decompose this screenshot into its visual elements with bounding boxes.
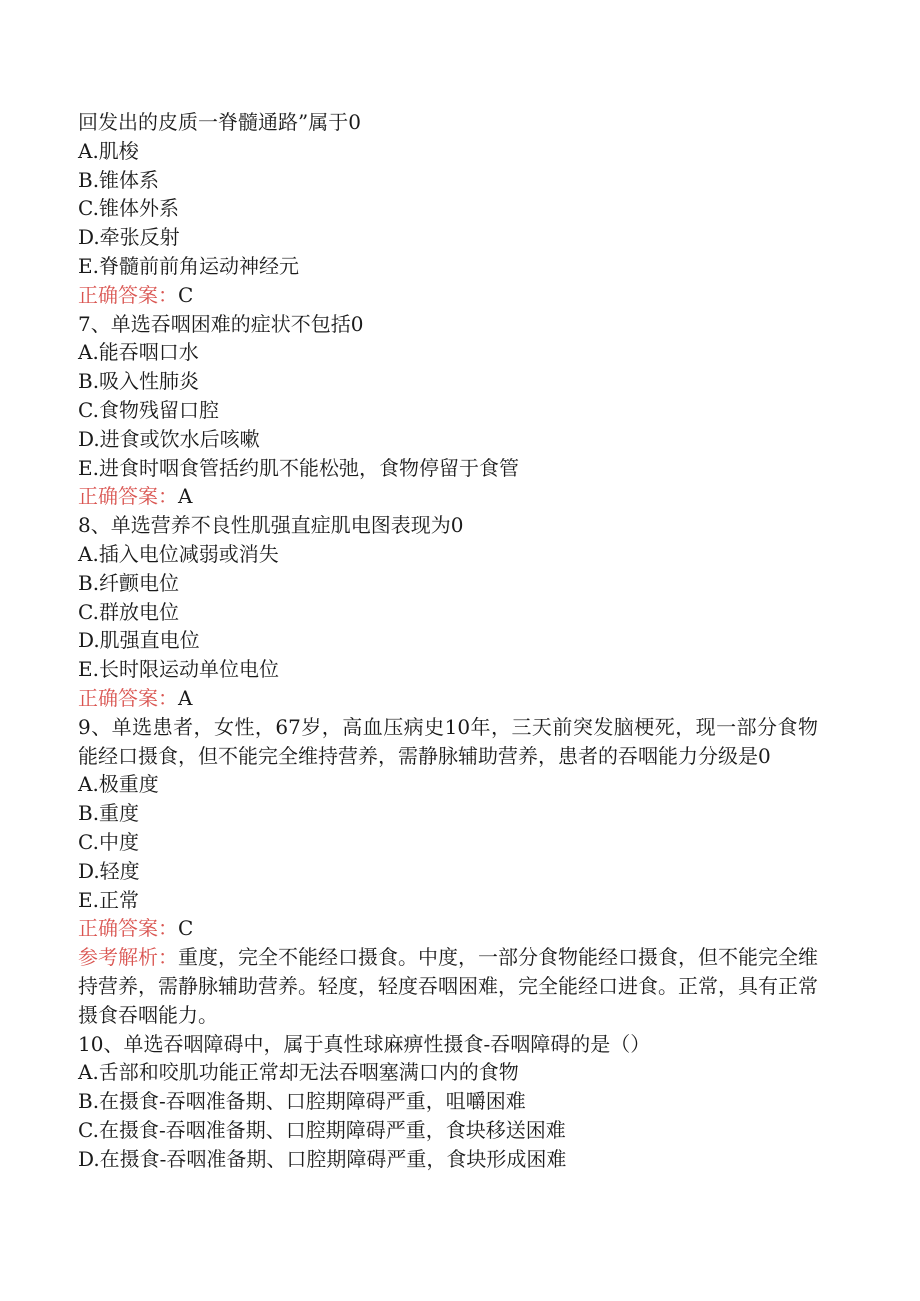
answer-line <box>78 914 818 943</box>
question-stem: 回发出的皮质一脊髓通路”属于0 <box>78 110 361 134</box>
answer-value: A <box>178 484 193 509</box>
answer-value: A <box>178 685 193 710</box>
option-e: E.脊髓前前角运动神经元 <box>78 253 299 278</box>
question-6 <box>78 108 818 310</box>
answer-value: C <box>178 916 194 941</box>
answer-line <box>78 684 818 713</box>
option-e: E.进食时咽食管括约肌不能松弛，食物停留于食管 <box>78 455 519 480</box>
answer-label: 正确答案： <box>78 484 178 509</box>
option-d: D.在摄食-吞咽准备期、口腔期障碍严重，食块形成困难 <box>78 1146 567 1171</box>
option-a: A.舌部和咬肌功能正常却无法吞咽塞满口内的食物 <box>78 1060 519 1085</box>
question-stem: 9、单选患者，女性，67岁，高血压病史10年，三天前突发脑梗死，现一部分食物能经口摄食，但不能完全维持营养，需静脉辅助营养，患者的吞咽能力分级是0 <box>78 714 818 768</box>
question-stem: 7、单选吞咽困难的症状不包括0 <box>78 311 364 336</box>
option-a: A.肌梭 <box>78 138 139 163</box>
analysis-label: 参考解析： <box>78 945 178 970</box>
question-stem: 10、单选吞咽障碍中，属于真性球麻痹性摄食-吞咽障碍的是（） <box>78 1031 651 1056</box>
question-8 <box>78 511 818 713</box>
question-7 <box>78 310 818 512</box>
option-d: D.肌强直电位 <box>78 628 200 653</box>
answer-label: 正确答案： <box>78 282 178 307</box>
option-b: B.锥体系 <box>78 167 160 192</box>
analysis-text: 重度，完全不能经口摄食。中度，一部分食物能经口摄食，但不能完全维持营养，需静脉辅助营养。轻度，轻度吞咽困难，完全能经口进食。正常，具有正常摄食吞咽能力。 <box>78 945 818 1027</box>
option-d: D.进食或饮水后咳嗽 <box>78 426 260 451</box>
answer-value: C <box>178 282 194 307</box>
option-c: C.群放电位 <box>78 599 179 624</box>
option-c: C.锥体外系 <box>78 196 179 221</box>
option-a: A.极重度 <box>78 772 159 797</box>
option-b: B.纤颤电位 <box>78 570 180 595</box>
option-b: B.在摄食-吞咽准备期、口腔期障碍严重，咀嚼困难 <box>78 1089 526 1114</box>
option-c: C.中度 <box>78 829 139 854</box>
option-a: A.能吞咽口水 <box>78 340 199 365</box>
question-stem: 8、单选营养不良性肌强直症肌电图表现为0 <box>78 513 464 538</box>
option-c: C.食物残留口腔 <box>78 397 219 422</box>
option-e: E.正常 <box>78 887 139 912</box>
option-a: A.插入电位减弱或消失 <box>78 541 279 566</box>
analysis-block <box>78 943 818 1029</box>
option-d: D.牵张反射 <box>78 225 180 250</box>
option-e: E.长时限运动单位电位 <box>78 657 279 682</box>
option-d: D.轻度 <box>78 858 140 883</box>
option-b: B.重度 <box>78 801 140 826</box>
answer-label: 正确答案： <box>78 685 178 710</box>
question-10 <box>78 1030 818 1174</box>
question-9 <box>78 713 818 1030</box>
answer-line <box>78 281 818 310</box>
question-list <box>78 108 818 1173</box>
option-c: C.在摄食-吞咽准备期、口腔期障碍严重，食块移送困难 <box>78 1117 566 1142</box>
option-b: B.吸入性肺炎 <box>78 369 200 394</box>
answer-label: 正确答案： <box>78 916 178 941</box>
answer-line <box>78 482 818 511</box>
